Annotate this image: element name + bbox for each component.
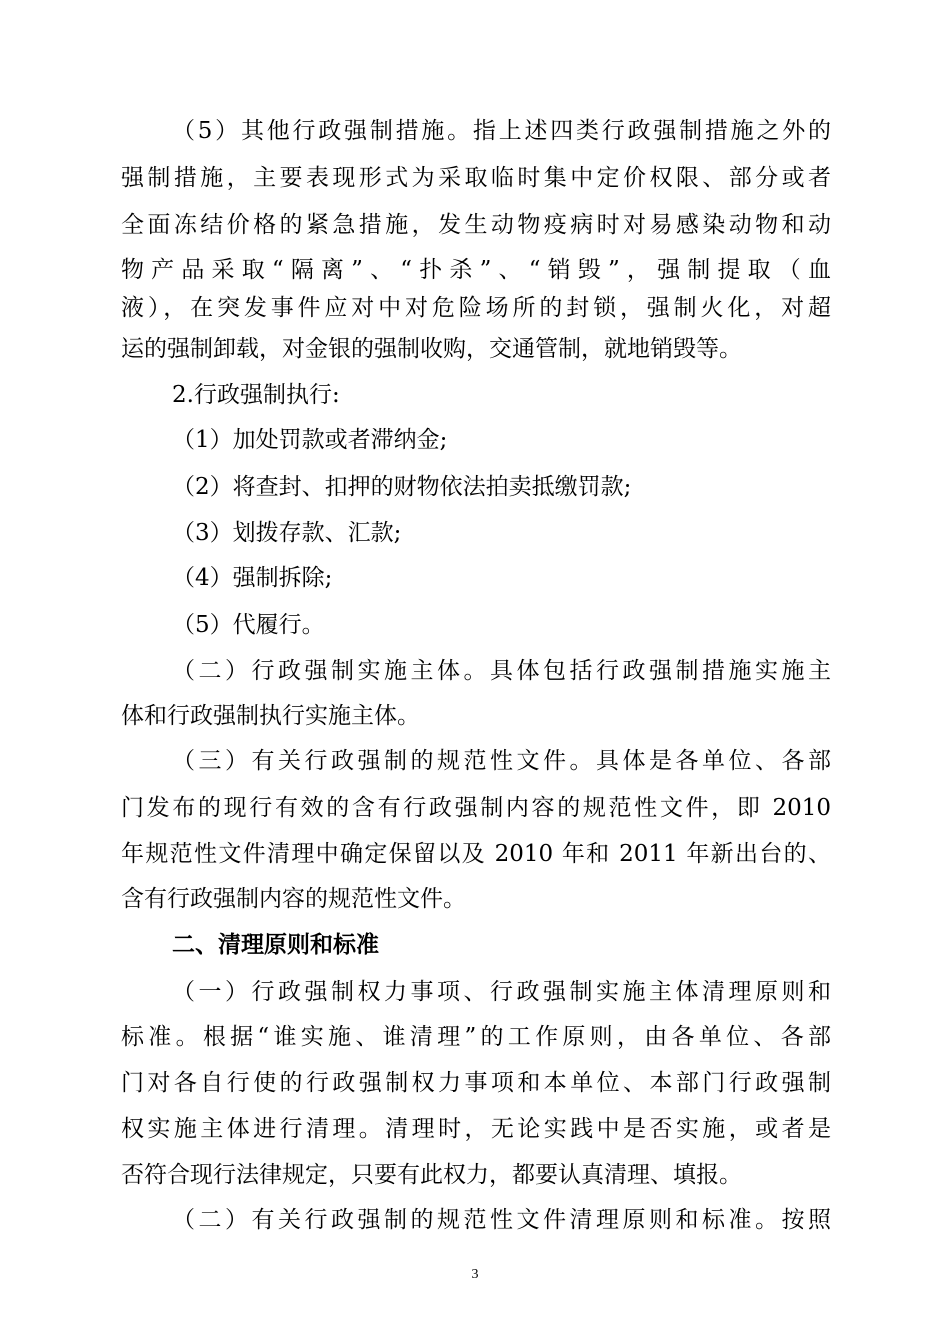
text-line: 含有行政强制内容的规范性文件。	[121, 886, 466, 912]
text-line: 门对各自行使的行政强制权力事项和本单位、本部门行政强制	[121, 1070, 831, 1096]
list-item: （4）强制拆除;	[172, 565, 333, 591]
text-line: 否符合现行法律规定，只要有此权力，都要认真清理、填报。	[121, 1162, 742, 1188]
text-line: 物产品采取“隔离”、“扑杀”、“销毁”，强制提取（血	[121, 257, 831, 283]
list-item: （3）划拨存款、汇款;	[172, 520, 402, 546]
text-line: （5）其他行政强制措施。指上述四类行政强制措施之外的	[172, 118, 831, 144]
text-line: 体和行政强制执行实施主体。	[121, 703, 420, 729]
list-item: （2）将查封、扣押的财物依法拍卖抵缴罚款;	[172, 474, 632, 500]
text-line: 全面冻结价格的紧急措施，发生动物疫病时对易感染动物和动	[121, 212, 831, 238]
text-line: （二）行政强制实施主体。具体包括行政强制措施实施主	[172, 658, 831, 684]
text-line: 液），在突发事件应对中对危险场所的封锁，强制火化，对超	[121, 295, 831, 321]
enforcement-heading: 2.行政强制执行:	[172, 382, 340, 408]
page-number: 3	[471, 1267, 479, 1282]
text-line: （二）有关行政强制的规范性文件清理原则和标准。按照	[172, 1207, 831, 1233]
text-line: （一）行政强制权力事项、行政强制实施主体清理原则和	[172, 979, 831, 1005]
text-line: 年规范性文件清理中确定保留以及 2010 年和 2011 年新出台的、	[121, 841, 831, 867]
text-line: 运的强制卸载，对金银的强制收购，交通管制，就地销毁等。	[121, 336, 742, 362]
text-line: 标准。根据“谁实施、谁清理”的工作原则，由各单位、各部	[121, 1024, 831, 1050]
list-item: （5）代履行。	[172, 612, 325, 638]
text-line: 强制措施，主要表现形式为采取临时集中定价权限、部分或者	[121, 165, 831, 191]
list-item: （1）加处罚款或者滞纳金;	[172, 427, 448, 453]
text-line: （三）有关行政强制的规范性文件。具体是各单位、各部	[172, 748, 831, 774]
section-heading: 二、清理原则和标准	[172, 932, 379, 958]
text-line: 权实施主体进行清理。清理时，无论实践中是否实施，或者是	[121, 1116, 831, 1142]
text-line: 门发布的现行有效的含有行政强制内容的规范性文件，即 2010	[121, 795, 831, 821]
